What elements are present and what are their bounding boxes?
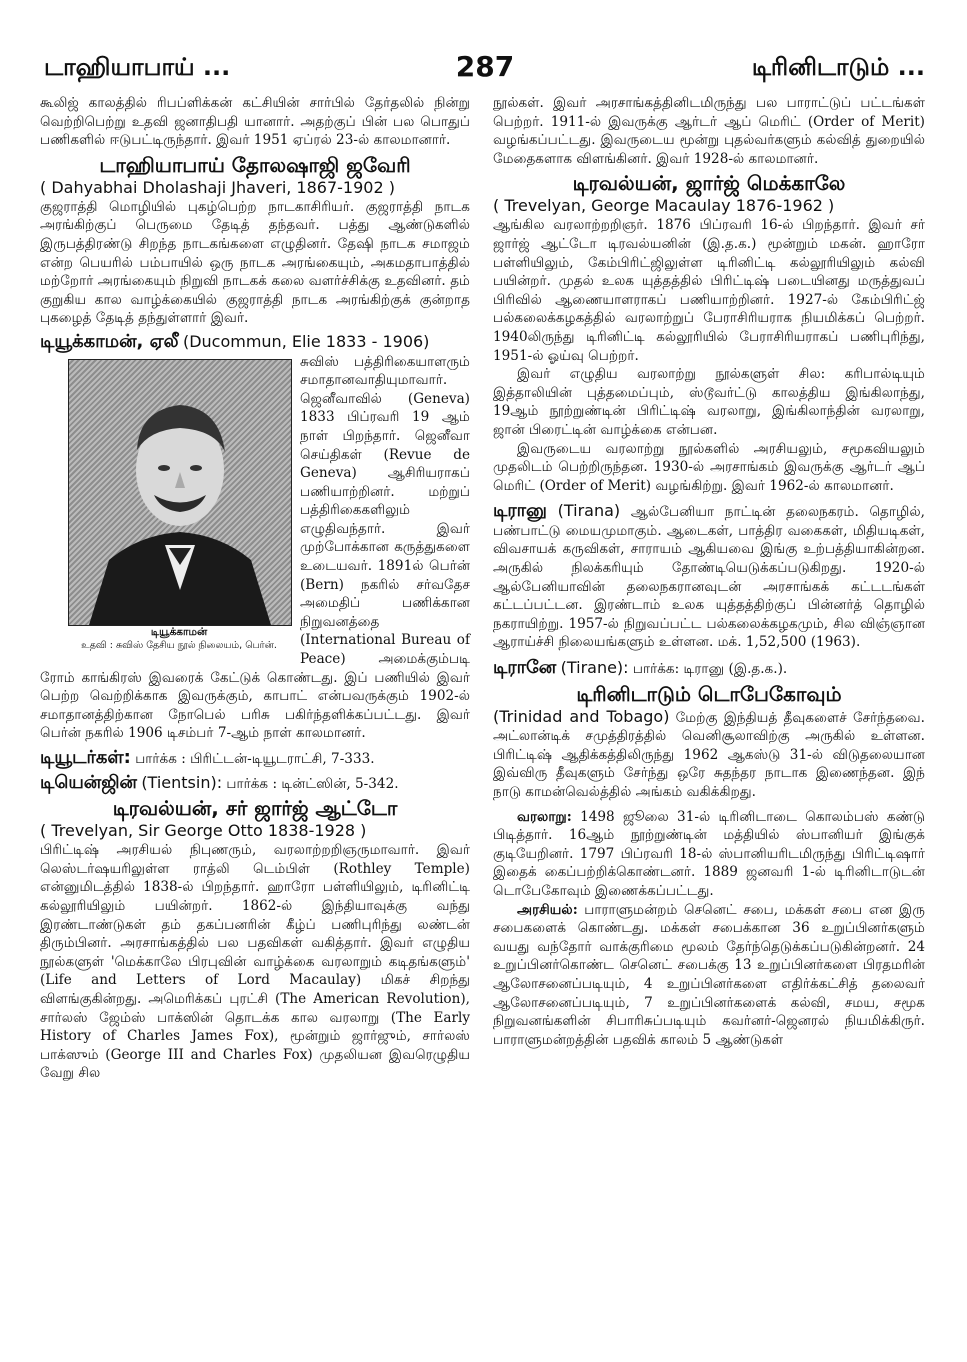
entry-body-trinidad: மேற்கு இந்தியத் தீவுகளைச் சேர்ந்தவை. அட்லான்டிக் சமுத்திரத்தில் வெனிசூலாவிற்கு அருகில் உள்ளன. பிரிட்டிஷ் ஆதிக்கத்திலிருந்து 1962 ஆகஸ்டு 31-ல் விடுதலையான இவ்விரு தீவுகளும் சேர்ந்து ஒரே சுதந்தர நாடாக இணைந்தன. இந் நாடு காமன்வெல்த்தில் அங்கம் வகிக்கிறது. xyxy=(493,709,925,800)
entry-body-tirana: ஆல்பேனியா நாட்டின் தலைநகரம். தொழில், பண்பாட்டு மையமுமாகும். ஆடைகள், பாத்திர வகைகள், மிதியடிகள், விவசாயக் கருவிகள், சாராயம் ஆகியவை இங்கு உற்பத்தியாகின்றன. அருகில் நிலக்கரியும் தோண்டியெடுக்கப்படுகிறது. 1920-ல் ஆல்பேனியாவின் தலைநகரானவுடன் அரசாங்கக் கட்டடங்கள் கட்டப்பட்டன. இரண்டாம் உலக யுத்தத்திற்குப் பின்னர்த் தொழில் நகராயிற்று. 1957-ல் நிறுவப்பட்ட பல்கலைக்கழகமும், சில விஞ்ஞான ஆராய்ச்சி நிலையங்களும் உள்ளன. மக். 1,52,500 (1963). xyxy=(493,504,925,651)
entry-title-dahyabhai: டாஹியாபாய் தோலஷாஜி ஜவேரி xyxy=(99,152,411,177)
politics-label: அரசியல்: xyxy=(517,901,578,918)
entry-body-tirane: பார்க்க: டிரானு (இ.த.க.). xyxy=(632,661,788,678)
entry-body-tudors: பார்க்க : பிரிட்டன்-டியூடராட்சி, 7-333. xyxy=(135,751,375,767)
portrait-caption xyxy=(68,626,290,652)
running-header-left: டாஹியாபாய் ... xyxy=(44,53,231,81)
entry-title-tudors: டியூடர்கள்: xyxy=(40,747,131,768)
entry-body-trevelyan-george-a: ஆங்கில வரலாற்றறிஞர். 1876 பிப்ரவரி 16-ல் பிறந்தார். இவர் சர் ஜார்ஜ் ஆட்டோ டிரவல்யனின் (இ.த.க.) மூன்றும் மகன். ஹாரோ பள்ளியிலும், கேம்பிரிட்ஜிலுள்ள டிரினிட்டி கல்லூரியிலும் கல்வி பயின்றர். முதல் உலக யுத்தத்தில் பிரிட்டிஷ் படையினது மருத்துவப் பிரிவில் ஆணையாளராகப் பணியாற்றினர். 1927-ல் கேம்பிரிட்ஜ் பல்கலைக்கழகத்தில் வரலாற்றுப் பேராசிரியராக நியமிக்கப் பெற்றர். 1940லிருந்து டிரினிட்டி கல்லூரியில் பேராசிரியராகப் பணிபுரிந்து, 1951-ல் ஓய்வு பெற்றர். xyxy=(493,217,925,364)
entry-english-trinidad: (Trinidad and Tobago) xyxy=(493,706,670,726)
page-number: 287 xyxy=(455,50,515,83)
entry-english-tirana: (Tirana) xyxy=(557,501,621,521)
entry-title-trevelyan-otto: டிரவல்யன், சர் ஜார்ஜ் ஆட்டோ xyxy=(112,796,398,821)
right-column xyxy=(493,94,925,1049)
continued-text: கூலிஜ் காலத்தில் ரிபப்ளிக்கன் கட்சியின் சார்பில் தேர்தலில் நின்று வெற்றிபெற்று உதவி ஜனாதிபதி யானார். அதற்குப் பின் பல பொதுப் பணிகளில் ஈடுபட்டிருந்தார். இவர் 1951 ஏப்ரல் 23-ல் காலமானார். xyxy=(40,95,470,149)
history-label: வரலாறு: xyxy=(517,808,572,825)
entry-english-trevelyan-george: ( Trevelyan, George Macaulay 1876-1962 ) xyxy=(493,196,835,216)
entry-title-trevelyan-george: டிரவல்யன், ஜார்ஜ் மெக்காலே xyxy=(572,171,846,196)
entry-title-tirane: டிரானே xyxy=(493,657,557,679)
entry-body-tientsin: பார்க்க : டின்ட்ஸின், 5-342. xyxy=(226,775,399,792)
portrait-caption-title: டியூக்காமன் xyxy=(150,625,208,638)
continued-text-right: நூல்கள். இவர் அரசாங்கத்தினிடமிருந்து பல பாராட்டுப் பட்டங்கள் பெற்றர். 1911-ல் இவருக்கு ஆர்டர் ஆப் மெரிட் (Order of Merit) வழங்கப்பட்டது. இவருடைய மூன்று புதல்வர்களும் கல்வித் துறையில் மேதைகளாக விளங்கினர். இவர் 1928-ல் காலமானர். xyxy=(493,95,925,167)
entry-title-tirana: டிரானு xyxy=(493,500,547,522)
left-column xyxy=(40,94,470,1083)
portrait-illustration xyxy=(69,360,291,625)
politics-body: பாராளுமன்றம் செனெட் சபை, மக்கள் சபை என இரு சபைகளைக் கொண்டது. மக்கள் சபைக்கான 36 உறுப்பினர்களும் வயது வந்தோர் வாக்குரிமை மூலம் தேர்ந்தெடுக்கப்படுகின்றனர். 24 உறுப்பினர்கொண்ட செனெட் சபைக்கு 13 உறுப்பினர்களை பிரதமரின் ஆலோசனைப்படியும், 4 உறுப்பினர்களை எதிர்க்கட்சித் தலைவர் ஆலோசனைப்படியும், 7 உறுப்பினர்களைக் கல்வி, சமய, சமூக நிறுவனங்களின் சிபாரிசுப்படியும் கவர்னர்-ஜெனரல் நியமிக்கிருர். பாராளுமன்றத்தின் பதவிக் காலம் 5 ஆண்டுகள் xyxy=(493,901,925,1048)
entry-english-dahyabhai: ( Dahyabhai Dholashaji Jhaveri, 1867-1902 ) xyxy=(40,177,395,197)
entry-english-trevelyan-otto: ( Trevelyan, Sir George Otto 1838-1928 ) xyxy=(40,821,367,841)
entry-english-ducommun: (Ducommun, Elie 1833 - 1906) xyxy=(182,331,430,351)
entry-body-dahyabhai: குஜராத்தி மொழியில் புகழ்பெற்ற நாடகாசிரியர். குஜராத்தி நாடக அரங்கிற்குப் பெருமை தேடித் தந்தவர். பத்து ஆண்டுகளில் இருபத்திரண்டு சிறந்த நாடகங்களை எழுதினர். தேஷி நாடக சமாஜம் என்ற பெயரில் பம்பாயில் ஒரு நாடக அரங்கையும், அகமதாபாத்தில் மற்றோர் அரங்கையும் நிறுவி நாடகக் கலை வளர்ச்சிக்கு உதவினர். தம் குறுகிய கால வாழ்க்கையில் குஜராத்தி நாடக அரங்கிற்குக் குன்றாத புகழைத் தேடித் தந்துள்ளார் இவர். xyxy=(40,198,470,327)
portrait-photo xyxy=(68,359,292,626)
portrait-caption-credit: உதவி : சுவிஸ் தேசிய நூல் நிலையம், பெர்ன். xyxy=(81,639,277,651)
entry-title-ducommun: டியூக்காமன், ஏலீ xyxy=(40,330,179,352)
running-header-right: டிரினிடாடும் ... xyxy=(751,53,925,81)
entry-english-tirane: (Tirane): xyxy=(560,658,629,678)
portrait-figure xyxy=(68,359,290,652)
entry-body-trevelyan-george-c: இவருடைய வரலாற்று நூல்களில் அரசியலும், சமூகவியலும் முதலிடம் பெற்றிருந்தன. 1930-ல் அரசாங்கம் இவருக்கு ஆர்டர் ஆப் மெரிட் (Order of Merit) வழங்கிற்று. இவர் 1962-ல் காலமானர். xyxy=(493,440,925,494)
history-body: 1498 ஜூலை 31-ல் டிரினிடாடை கொலம்பஸ் கண்டு பிடித்தார். 16ஆம் நூற்றுண்டின் மத்தியில் ஸ்பானியர் இங்குக் குடியேறினர். 1797 பிப்ரவரி 18-ல் ஸ்பானியரிடமிருந்து பிரிட்டிஷார் இதைக் கைப்பற்றிக்கொண்டனர். 1889 ஜனவரி 1-ல் டிரினிடாடுடன் டொபேகோவும் இணைக்கப்பட்டது. xyxy=(493,808,926,899)
entry-body-trevelyan-otto: பிரிட்டிஷ் அரசியல் நிபுணரும், வரலாற்றறிஞருமாவார். இவர் லெஸ்டர்ஷயரிலுள்ள ராத்லி டெம்பிள் (Rothley Temple) என்னுமிடத்தில் 1838-ல் பிறந்தார். ஹாரோ பள்ளியிலும், டிரினிட்டி கல்லூரியிலும் பயின்றர். 1862-ல் இந்தியாவுக்கு வந்து இரண்டாண்டுகள் தம் தகப்பனரின் கீழ்ப் பணிபுரிந்து லண்டன் திரும்பினர். அரசாங்கத்தில் பல பதவிகள் வகித்தார். இவர் எழுதிய நூல்களுள் 'மெக்காலே பிரபுவின் வாழ்க்கை வரலாறும் கடிதங்களும்' (Life and Letters of Lord Macaulay) மிகச் சிறந்து விளங்குகின்றது. அமெரிக்கப் புரட்சி (The American Revolution), சார்லஸ் ஜேம்ஸ் பாக்ஸின் தொடக்க கால வரலாறு (The Early History of Charles James Fox), மூன்றும் ஜார்ஜும், சார்லஸ் பாக்ஸும் (George III and Charles Fox) முதலியன இவரெழுதிய வேறு சில xyxy=(40,842,470,1082)
entry-body-trevelyan-george-b: இவர் எழுதிய வரலாற்று நூல்களுள் சில: கரிபால்டியும் இத்தாலியின் புத்தமைப்பும், ஸ்டூவர்ட்டு காலத்திய இங்கிலாந்து, 19ஆம் நூற்றுண்டின் பிரிட்டிஷ் வரலாறு, இங்கிலாந்தின் வரலாறு, ஜான் பிரைட்டின் வாழ்க்கை என்பன. xyxy=(493,366,925,438)
entry-english-tientsin: (Tientsin): xyxy=(141,772,223,792)
entry-title-tientsin: டியென்ஜின் xyxy=(40,771,137,793)
entry-body-ducommun: சுவிஸ் பத்திரிகையாளரும் சமாதானவாதியுமாவார். ஜெனீவாவில் (Geneva) 1833 பிப்ரவரி 19 ஆம் நாள் பிறந்தார். ஜெனீவா செய்திகள் (Revue de Geneva) ஆசிரியராகப் பணியாற்றினர். மற்றுப் பத்திரிகைகளிலும் எழுதிவந்தார். இவர் முற்போக்கான கருத்துகளை உடையவர். 1891ல் பெர்ன் (Bern) நகரில் சர்வதேச அமைதிப் பணிக்கான நிறுவனத்தை (International Bureau of Peace) அமைக்கும்படி ரோம் காங்கிரஸ் இவரைக் கேட்டுக் கொண்டது. இப் பணியில் இவர் பெற்ற வெற்றிக்காக இவருக்கும், காபாட் என்பவருக்கும் 1902-ல் சமாதானத்திற்கான நோபெல் பரிசு பகிர்ந்தளிக்கப்பட்டது. இவர் பெர்ன் நகரில் 1906 டிசம்பர் 7-ஆம் நாள் காலமானர். xyxy=(40,353,470,742)
entry-title-trinidad: டிரினிடாடும் டொபேகோவும் xyxy=(576,681,842,706)
